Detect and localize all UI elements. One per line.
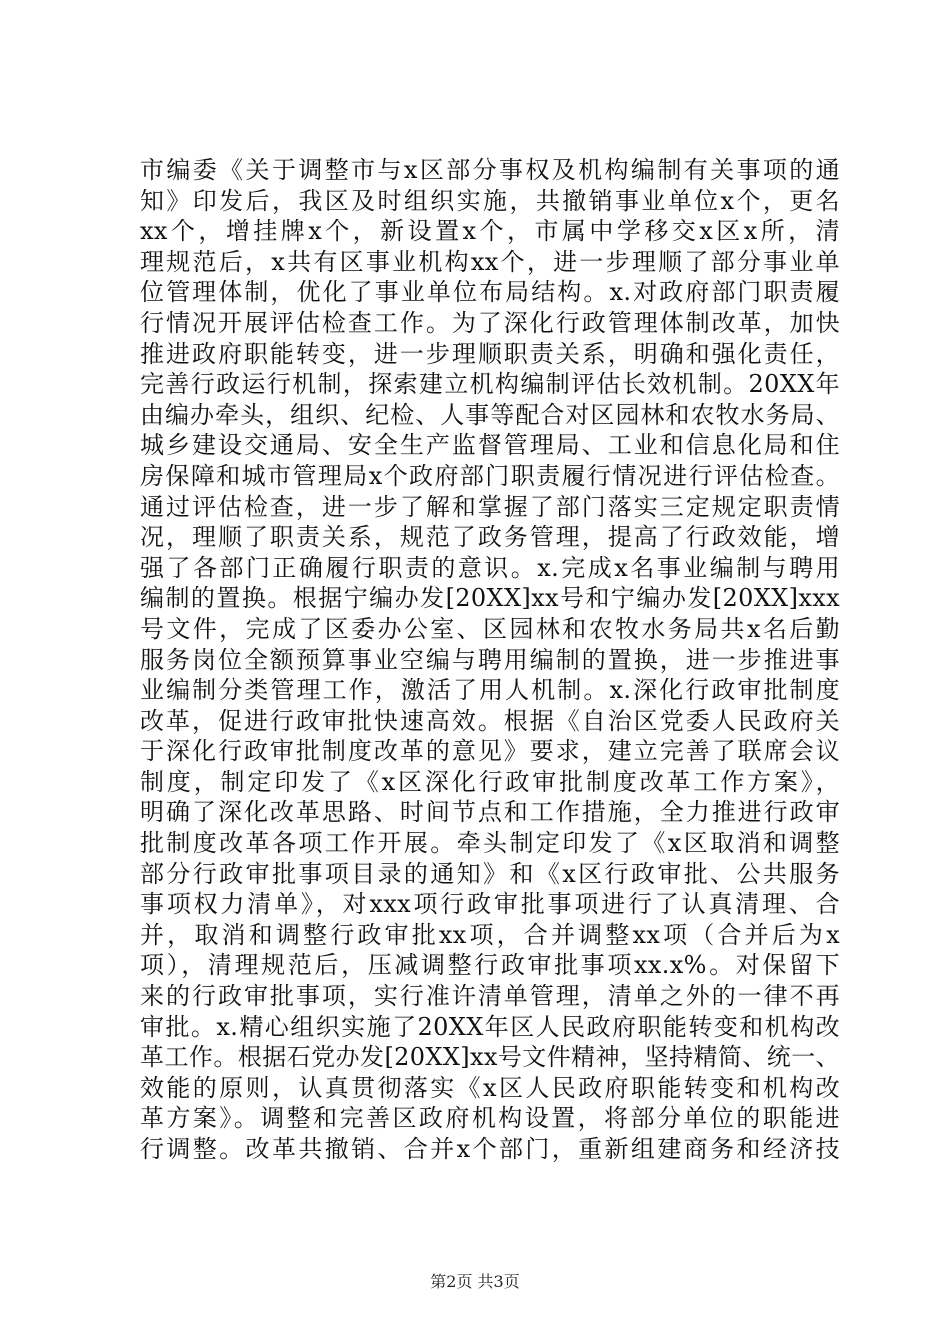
- text-line: 批制度改革各项工作开展。牵头制定印发了《x区取消和调整: [140, 829, 840, 858]
- text-line: 审批。x.精心组织实施了20XX年区人民政府职能转变和机构改: [140, 1012, 840, 1041]
- text-line: 推进政府职能转变，进一步理顺职责关系，明确和强化责任，: [140, 339, 840, 368]
- text-line: 通过评估检查，进一步了解和掌握了部门落实三定规定职责情: [140, 492, 840, 521]
- text-line: 革工作。根据石党办发[20XX]xx号文件精神，坚持精简、统一、: [140, 1043, 840, 1072]
- text-line: 效能的原则，认真贯彻落实《x区人民政府职能转变和机构改: [140, 1073, 840, 1102]
- text-line: 来的行政审批事项，实行准许清单管理，清单之外的一律不再: [140, 982, 840, 1011]
- text-line: 明确了深化改革思路、时间节点和工作措施，全力推进行政审: [140, 798, 840, 827]
- text-line: 强了各部门正确履行职责的意识。x.完成x名事业编制与聘用: [140, 553, 840, 582]
- text-line: 改革，促进行政审批快速高效。根据《自治区党委人民政府关: [140, 706, 840, 735]
- text-line: 城乡建设交通局、安全生产监督管理局、工业和信息化局和住: [140, 431, 840, 460]
- text-line: 理规范后，x共有区事业机构xx个，进一步理顺了部分事业单: [140, 247, 840, 276]
- text-line: 部分行政审批事项目录的通知》和《x区行政审批、公共服务: [140, 859, 840, 888]
- text-line: 于深化行政审批制度改革的意见》要求，建立完善了联席会议: [140, 737, 840, 766]
- text-line: 事项权力清单》，对xxx项行政审批事项进行了认真清理、合: [140, 890, 840, 919]
- text-line: 房保障和城市管理局x个政府部门职责履行情况进行评估检查。: [140, 461, 840, 490]
- text-line: 市编委《关于调整市与x区部分事权及机构编制有关事项的通: [140, 156, 840, 184]
- page-number-footer: 第2页 共3页: [430, 1272, 520, 1291]
- text-line: 由编办牵头，组织、纪检、人事等配合对区园林和农牧水务局、: [140, 400, 840, 429]
- document-body: [140, 155, 840, 1165]
- text-line: 革方案》。调整和完善区政府机构设置，将部分单位的职能进: [140, 1104, 840, 1133]
- text-line: 行情况开展评估检查工作。为了深化行政管理体制改革，加快: [140, 308, 840, 337]
- text-line: 行调整。改革共撤销、合并x个部门，重新组建商务和经济技: [140, 1135, 840, 1163]
- text-line: 编制的置换。根据宁编办发[20XX]xx号和宁编办发[20XX]xxx: [140, 584, 840, 613]
- text-line: 位管理体制，优化了事业单位布局结构。x.对政府部门职责履: [140, 278, 840, 307]
- text-line: 号文件，完成了区委办公室、区园林和农牧水务局共x名后勤: [140, 614, 840, 643]
- text-line: 况，理顺了职责关系，规范了政务管理，提高了行政效能，增: [140, 523, 840, 552]
- text-line: 业编制分类管理工作，激活了用人机制。x.深化行政审批制度: [140, 676, 840, 705]
- text-line: 服务岗位全额预算事业空编与聘用编制的置换，进一步推进事: [140, 645, 840, 674]
- text-line: 知》印发后，我区及时组织实施，共撤销事业单位x个，更名: [140, 186, 840, 215]
- text-line: 完善行政运行机制，探索建立机构编制评估长效机制。20XX年: [140, 370, 840, 399]
- text-line: 并，取消和调整行政审批xx项，合并调整xx项（合并后为x: [140, 920, 840, 949]
- text-line: xx个，增挂牌x个，新设置x个，市属中学移交x区x所，清: [140, 217, 840, 246]
- text-line: 制度，制定印发了《x区深化行政审批制度改革工作方案》，: [140, 767, 840, 796]
- text-line: 项），清理规范后，压减调整行政审批事项xx.x%。对保留下: [140, 951, 840, 980]
